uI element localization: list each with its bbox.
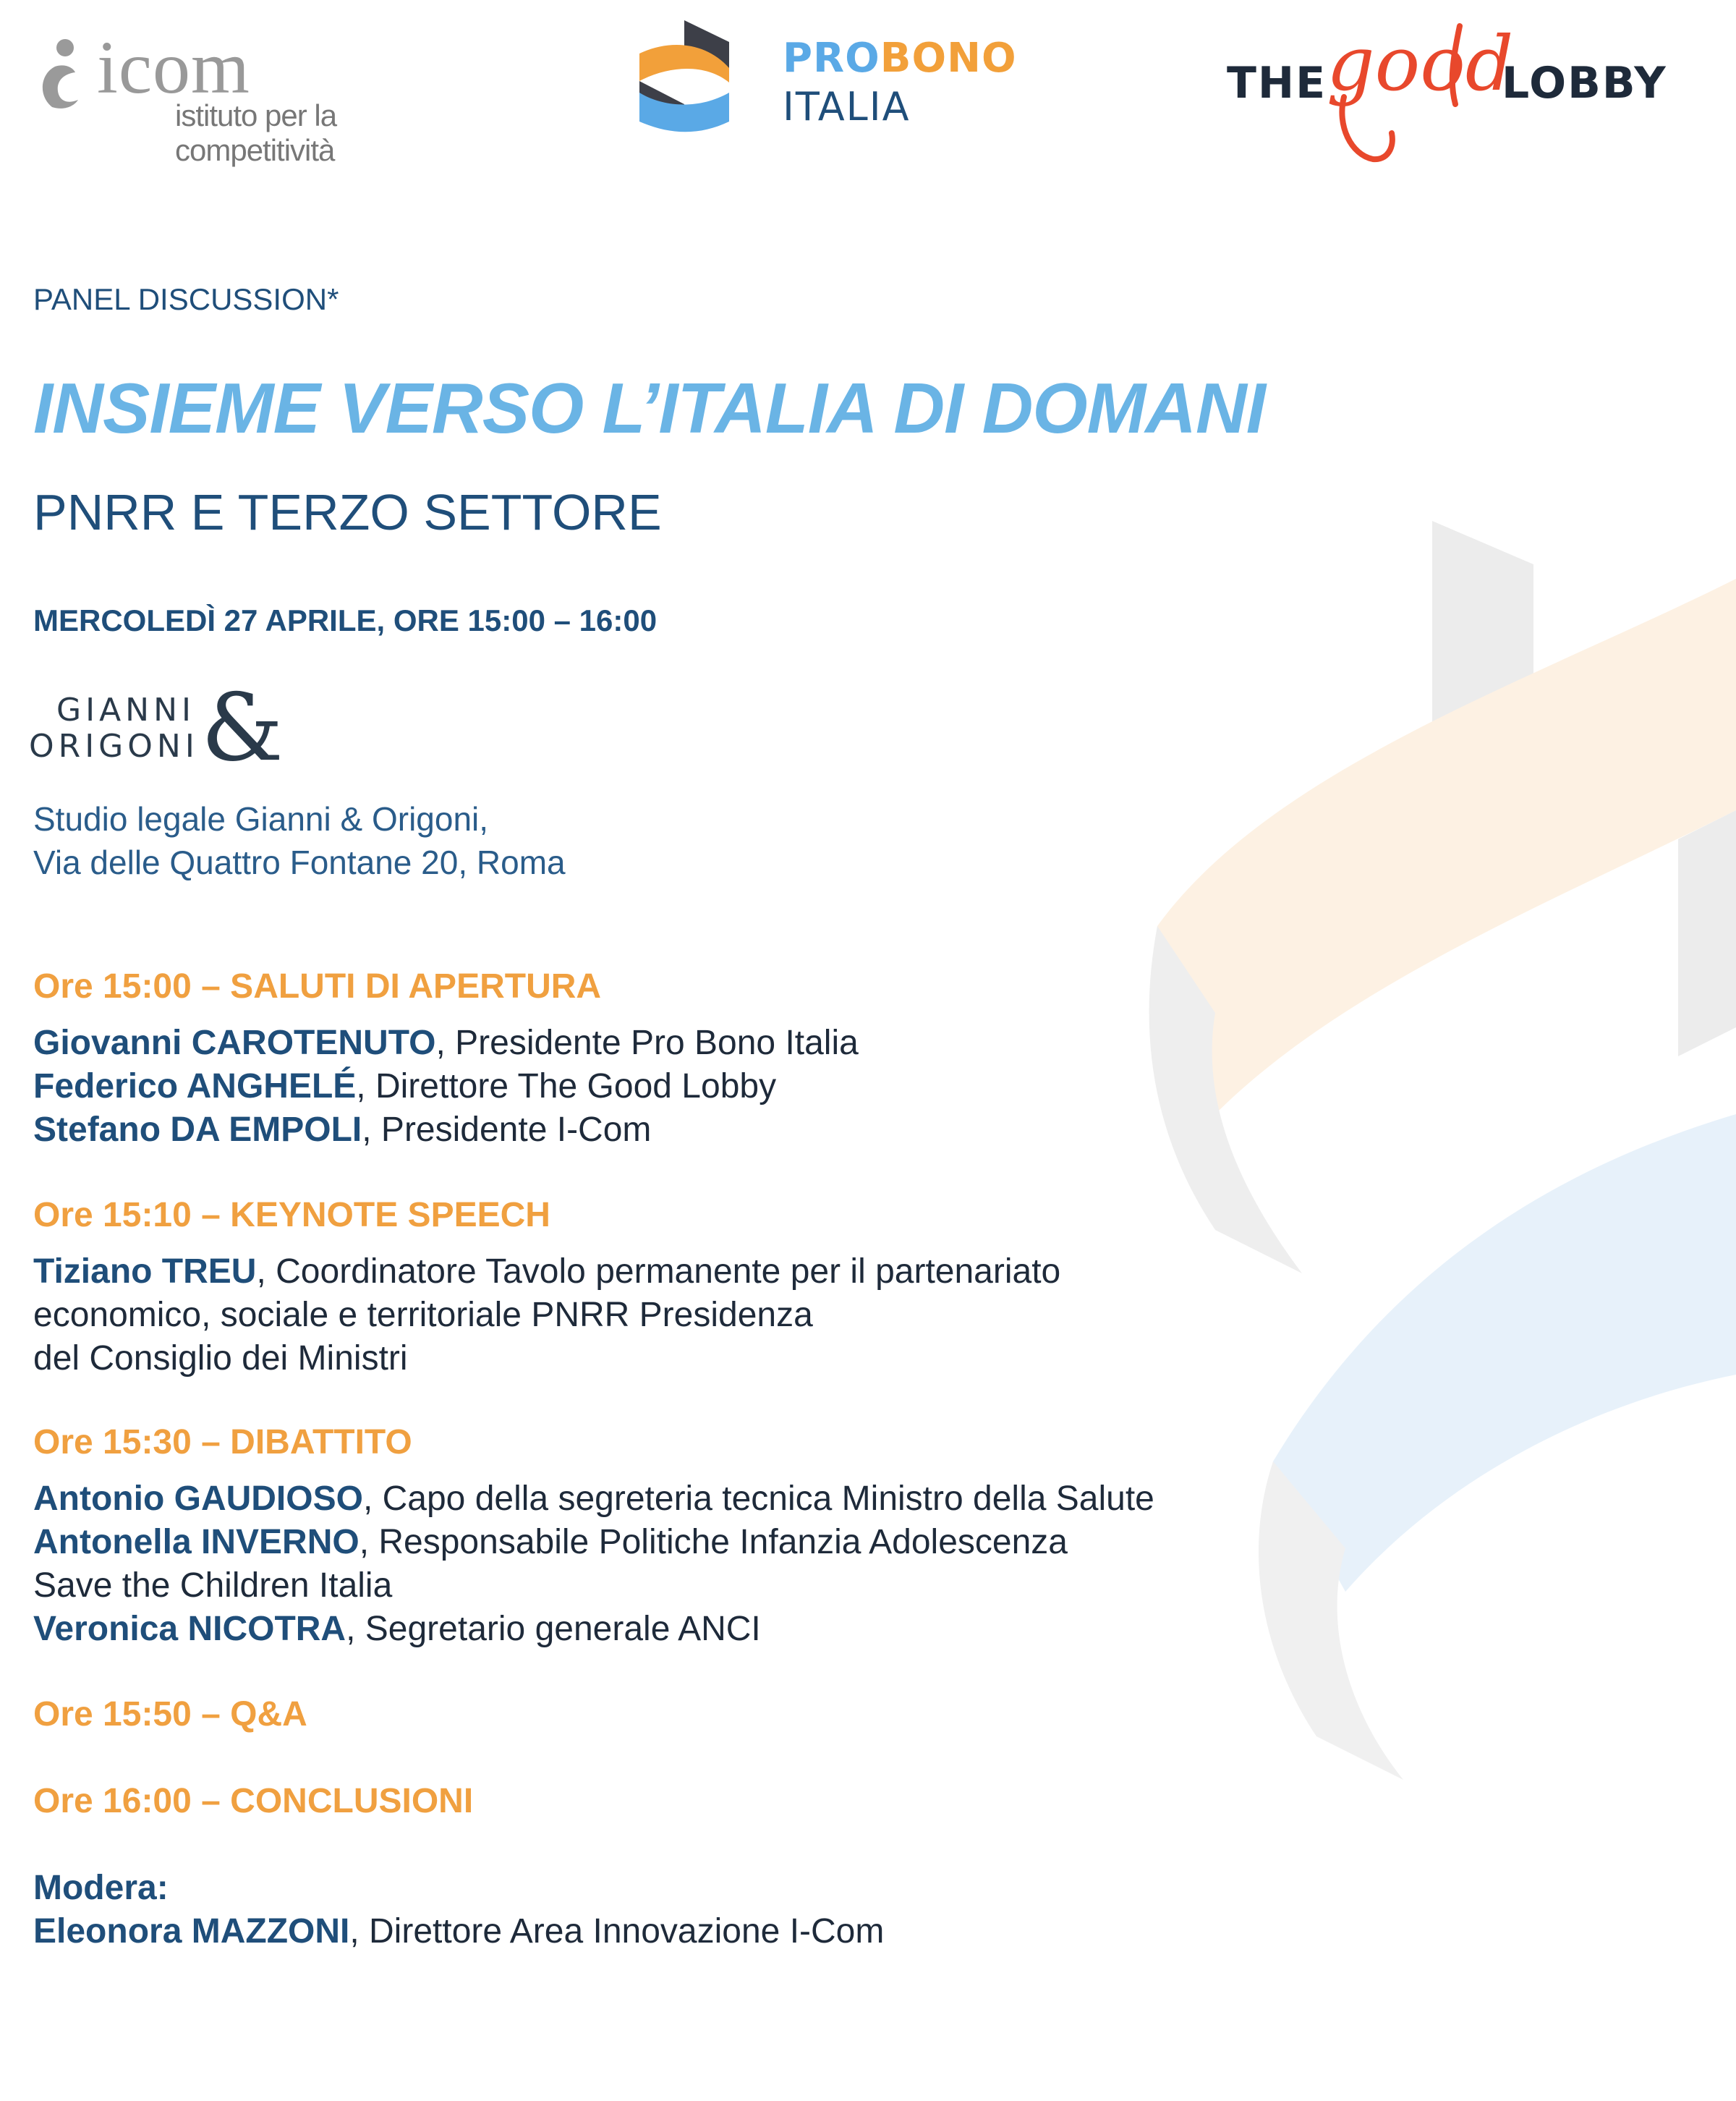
speaker-name: Tiziano TREU: [33, 1252, 257, 1291]
speaker-entry: [33, 1477, 1154, 1521]
speaker-entry: [33, 1521, 1154, 1564]
event-date: MERCOLEDÌ 27 APRILE, ORE 15:00 – 16:00: [33, 603, 658, 637]
probono-italia-text: ITALIA: [783, 84, 911, 130]
speaker-name: Antonella INVERNO: [33, 1523, 359, 1561]
section-heading-qa: Ore 15:50 – Q&A: [33, 1695, 307, 1733]
probono-wordmark: [783, 35, 1017, 82]
origoni-text: ORIGONI: [29, 728, 199, 765]
svg-text:good: good: [1327, 20, 1514, 108]
speaker-entry: [33, 1250, 1060, 1294]
section-heading-conclusions: Ore 16:00 – CONCLUSIONI: [33, 1782, 474, 1820]
probono-bono-text: BONO: [880, 35, 1017, 82]
goodlobby-the-text: THE: [1227, 58, 1327, 109]
probono-pro-text: PRO: [783, 35, 880, 82]
section-heading-debate: Ore 15:30 – DIBATTITO: [33, 1423, 412, 1461]
speaker-role: , Capo della segreteria tecnica Ministro della Salute: [362, 1480, 1154, 1518]
speaker-list-debate: [33, 1477, 1154, 1651]
moderator-label: Modera:: [33, 1869, 169, 1907]
moderator-block: [33, 1867, 884, 1953]
speaker-list-keynote: [33, 1250, 1060, 1380]
speaker-role-continued: economico, sociale e territoriale PNRR Presidenza: [33, 1296, 813, 1334]
venue-line-1: Studio legale Gianni & Origoni,: [33, 800, 489, 838]
probono-logo: [634, 20, 1097, 143]
probono-watermark: [1128, 463, 1736, 1838]
icom-logo: [33, 17, 467, 167]
speaker-role: , Segretario generale ANCI: [346, 1610, 761, 1648]
speaker-entry: [33, 1022, 859, 1065]
gianni-text: GIANNI: [56, 692, 195, 729]
venue-line-2: Via delle Quattro Fontane 20, Roma: [33, 844, 566, 881]
speaker-entry: [33, 1065, 859, 1108]
section-heading-opening: Ore 15:00 – SALUTI DI APERTURA: [33, 967, 602, 1006]
speaker-role: , Coordinatore Tavolo permanente per il partenariato: [256, 1252, 1061, 1291]
icom-tagline: istituto per la competitività: [175, 98, 337, 167]
event-subtitle: PNRR E TERZO SETTORE: [33, 484, 662, 540]
speaker-name: Giovanni CAROTENUTO: [33, 1024, 436, 1062]
goodlobby-good-script: [1322, 17, 1514, 169]
speaker-entry: [33, 1108, 859, 1152]
speaker-role: , Presidente I-Com: [362, 1111, 652, 1149]
speaker-role-continued: del Consiglio dei Ministri: [33, 1339, 408, 1378]
venue-address: [33, 797, 566, 884]
speaker-list-opening: [33, 1022, 859, 1152]
ampersand-icon: [201, 674, 288, 782]
moderator-name: Eleonora MAZZONI: [33, 1912, 350, 1951]
section-heading-keynote: Ore 15:10 – KEYNOTE SPEECH: [33, 1196, 550, 1234]
speaker-role: , Responsabile Politiche Infanzia Adolescenza: [359, 1523, 1068, 1561]
event-title: INSIEME VERSO L’ITALIA DI DOMANI: [33, 368, 1266, 448]
icom-wordmark: icom: [97, 26, 250, 109]
speaker-name: Antonio GAUDIOSO: [33, 1480, 363, 1518]
probono-mark-icon: [634, 20, 735, 139]
speaker-role-continued: Save the Children Italia: [33, 1566, 393, 1605]
gianni-origoni-logo: [29, 674, 289, 782]
speaker-role: , Presidente Pro Bono Italia: [435, 1024, 859, 1062]
moderator-entry: [33, 1910, 884, 1953]
speaker-name: Stefano DA EMPOLI: [33, 1111, 362, 1149]
event-type-label: PANEL DISCUSSION*: [33, 282, 339, 316]
svg-text:&: &: [201, 674, 284, 782]
goodlobby-logo: [1227, 17, 1667, 177]
icom-mark-icon: [33, 38, 98, 110]
speaker-name: Federico ANGHELÉ: [33, 1067, 357, 1105]
speaker-name: Veronica NICOTRA: [33, 1610, 346, 1648]
goodlobby-lobby-text: LOBBY: [1502, 58, 1667, 109]
speaker-entry: [33, 1608, 1154, 1651]
speaker-role: , Direttore The Good Lobby: [356, 1067, 777, 1105]
moderator-role: , Direttore Area Innovazione I-Com: [349, 1912, 885, 1951]
